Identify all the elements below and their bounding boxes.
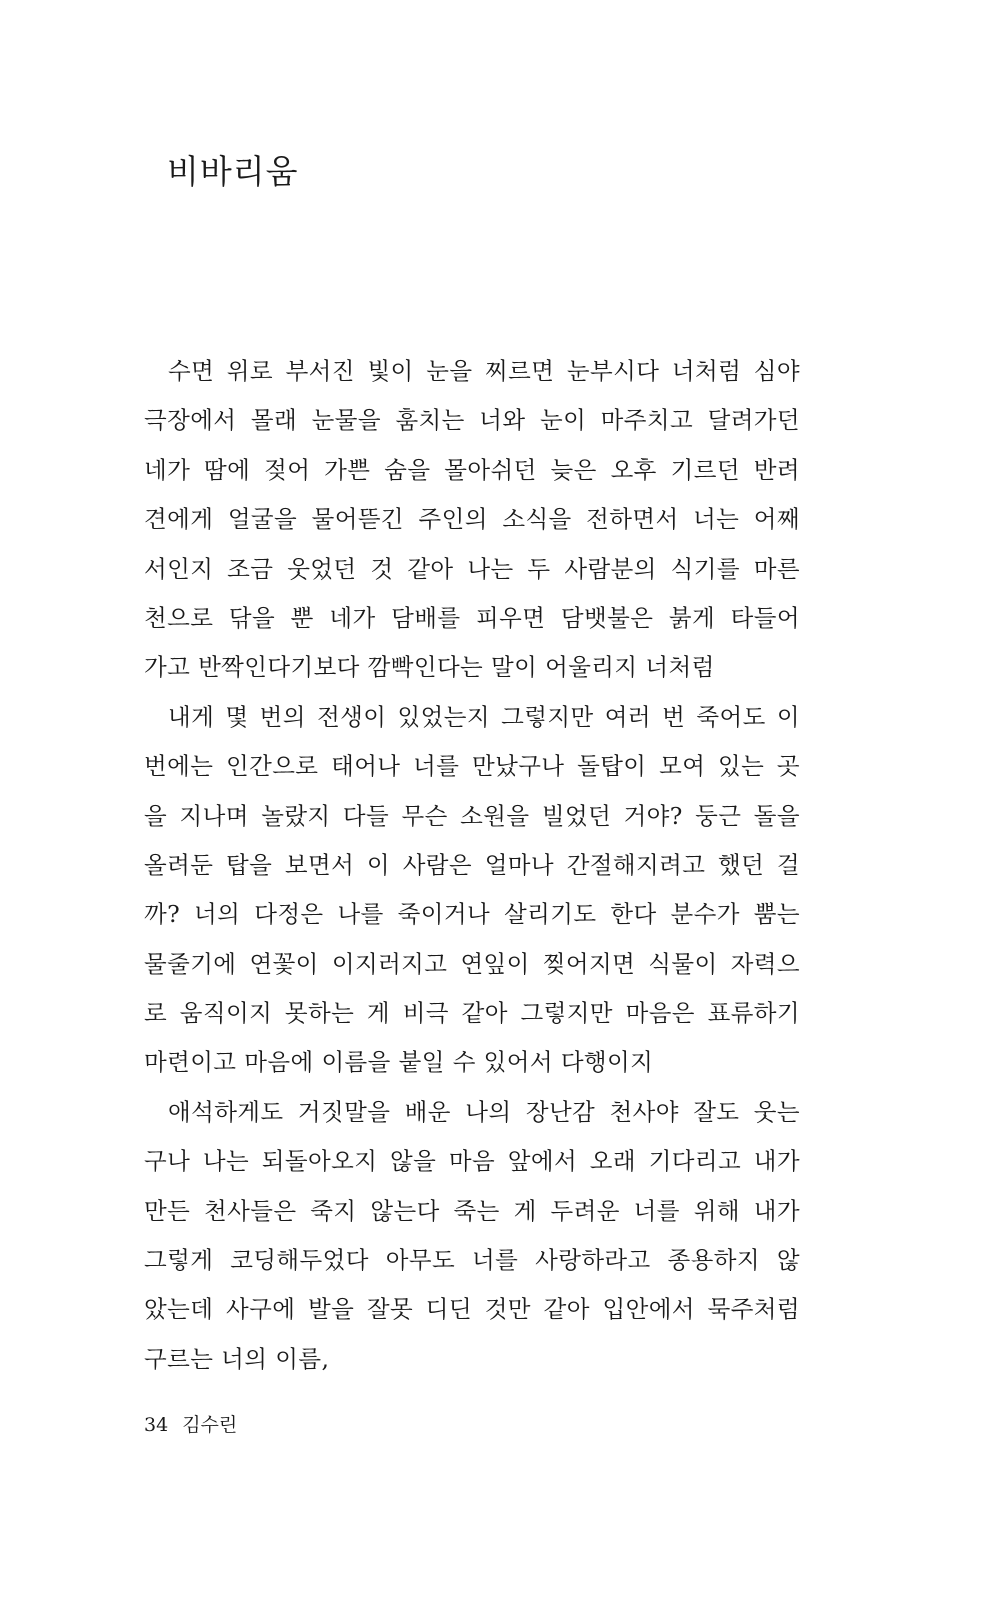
poem-body xyxy=(144,347,800,1384)
poem-line: 로 움직이지 못하는 게 비극 같아 그렇지만 마음은 표류하기 xyxy=(144,999,800,1028)
poem-line: 네가 땀에 젖어 가쁜 숨을 몰아쉬던 늦은 오후 기르던 반려 xyxy=(144,455,800,484)
page-number: 34 xyxy=(144,1414,169,1436)
poem-line: 천으로 닦을 뿐 네가 담배를 피우면 담뱃불은 붉게 타들어 xyxy=(144,603,800,632)
poem-line: 견에게 얼굴을 물어뜯긴 주인의 소식을 전하면서 너는 어째 xyxy=(144,505,800,534)
poem-line: 물줄기에 연꽃이 이지러지고 연잎이 찢어지면 식물이 자력으 xyxy=(144,949,800,978)
poem-line: 마련이고 마음에 이름을 붙일 수 있어서 다행이지 xyxy=(144,1048,654,1077)
poem-line: 극장에서 몰래 눈물을 훔치는 너와 눈이 마주치고 달려가던 xyxy=(144,406,800,435)
stanza xyxy=(144,347,800,693)
poem-line: 만든 천사들은 죽지 않는다 죽는 게 두려운 너를 위해 내가 xyxy=(144,1196,800,1225)
poem-line: 을 지나며 놀랐지 다들 무슨 소원을 빌었던 거야? 둥근 돌을 xyxy=(144,801,800,830)
poem-line: 애석하게도 거짓말을 배운 나의 장난감 천사야 잘도 웃는 xyxy=(168,1097,800,1126)
poem-line: 서인지 조금 웃었던 것 같아 나는 두 사람분의 식기를 마른 xyxy=(144,554,800,583)
poem-line: 번에는 인간으로 태어나 너를 만났구나 돌탑이 모여 있는 곳 xyxy=(144,752,800,781)
poem-line: 가고 반짝인다기보다 깜빡인다는 말이 어울리지 너처럼 xyxy=(144,653,715,682)
poem-line: 그렇게 코딩해두었다 아무도 너를 사랑하라고 종용하지 않 xyxy=(144,1246,800,1275)
stanza xyxy=(144,693,800,1088)
poem-line: 았는데 사구에 발을 잘못 디딘 것만 같아 입안에서 묵주처럼 xyxy=(144,1295,800,1324)
poem-line: 구르는 너의 이름, xyxy=(144,1344,330,1373)
poem-line: 까? 너의 다정은 나를 죽이거나 살리기도 한다 분수가 뿜는 xyxy=(144,900,800,929)
poem-title: 비바리움 xyxy=(167,152,299,191)
author-name: 김수린 xyxy=(182,1414,238,1436)
stanza xyxy=(144,1088,800,1384)
poem-line: 올려둔 탑을 보면서 이 사람은 얼마나 간절해지려고 했던 걸 xyxy=(144,850,800,879)
poem-line: 수면 위로 부서진 빛이 눈을 찌르면 눈부시다 너처럼 심야 xyxy=(168,357,800,385)
page-footer xyxy=(144,1414,237,1437)
poem-line: 내게 몇 번의 전생이 있었는지 그렇지만 여러 번 죽어도 이 xyxy=(168,702,800,731)
poem-line: 구나 나는 되돌아오지 않을 마음 앞에서 오래 기다리고 내가 xyxy=(144,1147,800,1176)
